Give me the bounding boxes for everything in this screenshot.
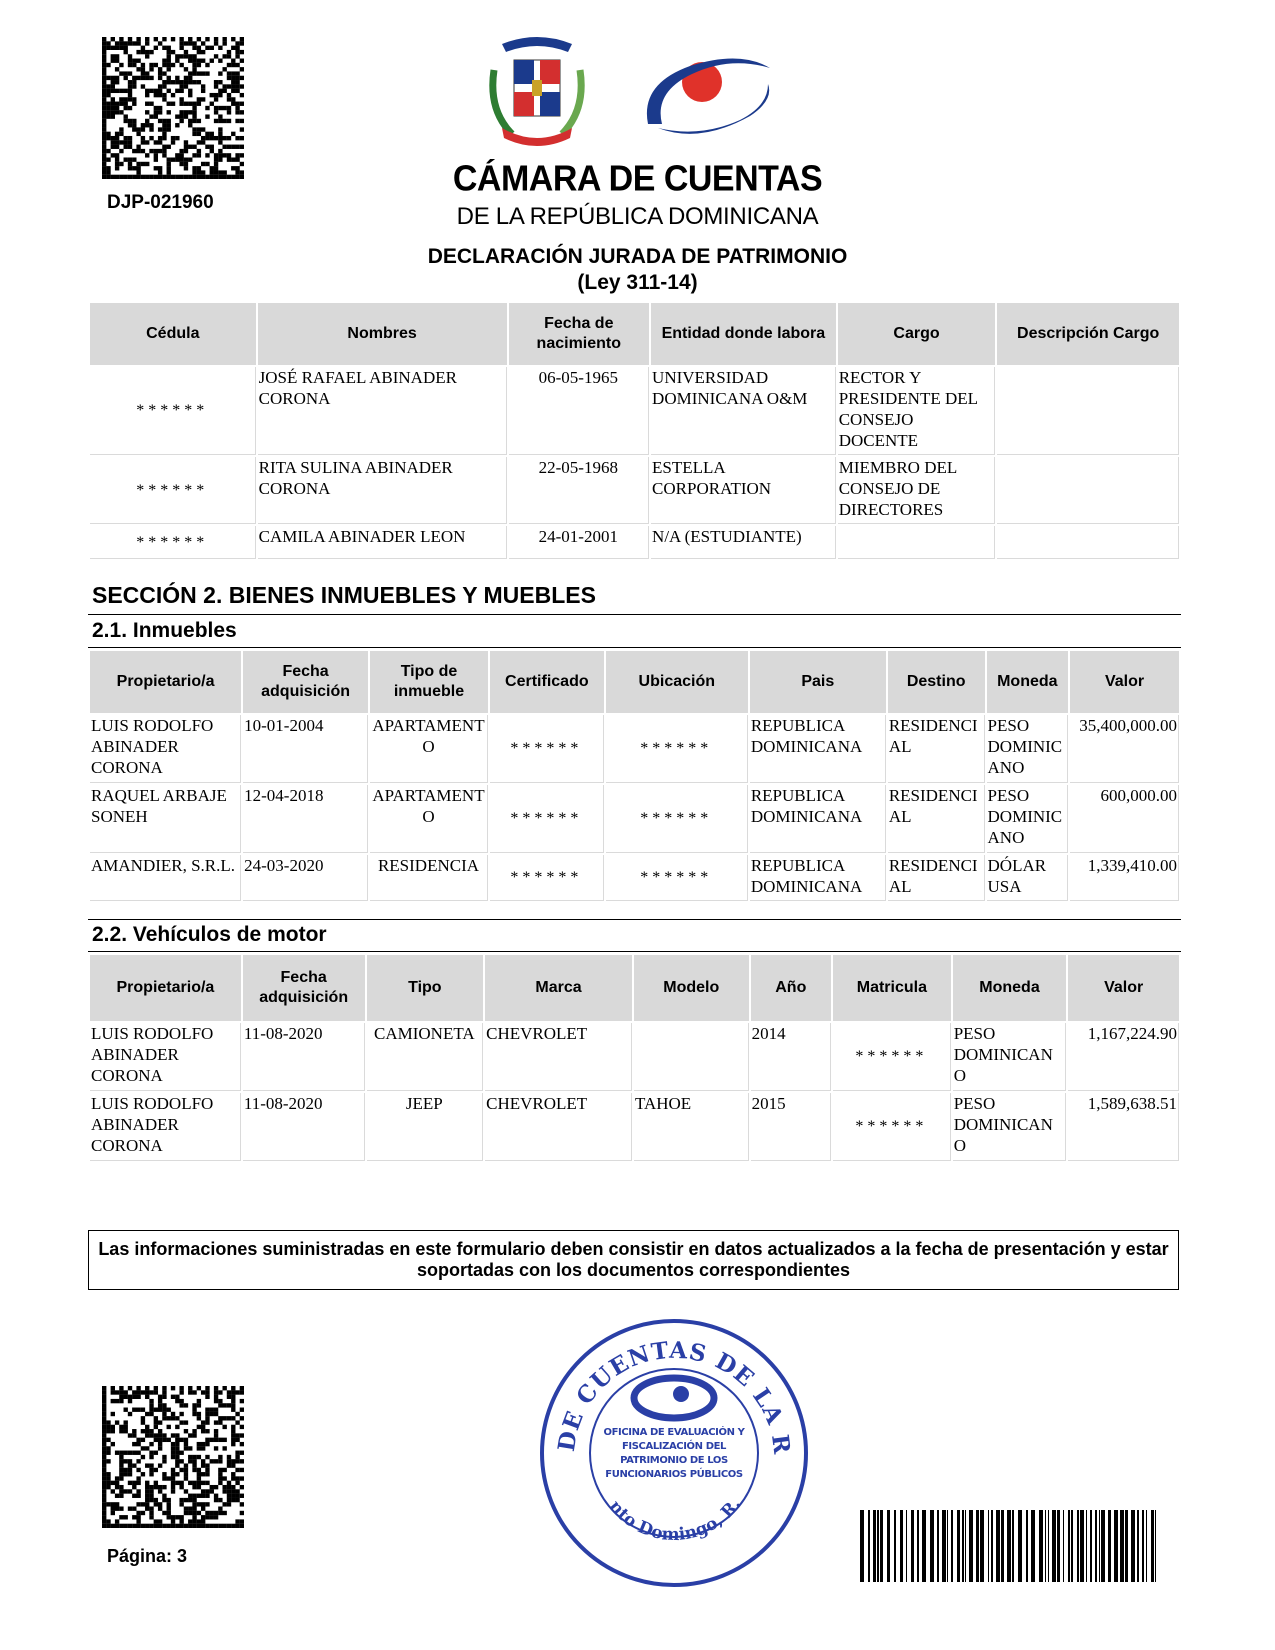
- col-header: Cédula: [90, 303, 256, 365]
- vehiculos-table: [88, 953, 1181, 1163]
- descripcion-cell: [997, 457, 1179, 524]
- col-header: Matricula: [833, 955, 951, 1021]
- destino-cell: RESIDENCIAL: [888, 715, 985, 783]
- cargo-cell: RECTOR Y PRESIDENTE DEL CONSEJO DOCENTE: [838, 367, 996, 455]
- tipo-cell: RESIDENCIA: [370, 855, 488, 901]
- qr-code-bottom: [102, 1386, 244, 1528]
- family-table: [88, 301, 1181, 561]
- table-row: [90, 367, 1179, 455]
- col-header: Marca: [485, 955, 632, 1021]
- matricula-cell: ******: [833, 1093, 951, 1161]
- col-header: Modelo: [634, 955, 749, 1021]
- fecha-cell: 11-08-2020: [243, 1093, 365, 1161]
- subsection-vehiculos-title: 2.2. Vehículos de motor: [92, 923, 327, 946]
- col-header: Valor: [1068, 955, 1179, 1021]
- col-header: Moneda: [953, 955, 1067, 1021]
- table-row: [90, 526, 1179, 559]
- col-header: Valor: [1070, 651, 1179, 713]
- tipo-cell: JEEP: [367, 1093, 484, 1161]
- form-title-law: (Ley 311-14): [577, 271, 698, 294]
- moneda-cell: PESO DOMINICANO: [987, 715, 1069, 783]
- official-seal-icon: [536, 1316, 812, 1590]
- table-row: [90, 1093, 1179, 1161]
- propietario-cell: AMANDIER, S.R.L.: [90, 855, 241, 901]
- cargo-cell: MIEMBRO DEL CONSEJO DE DIRECTORES: [838, 457, 996, 524]
- certificado-cell: ******: [490, 785, 604, 853]
- col-header: Fecha de nacimiento: [509, 303, 650, 365]
- moneda-cell: PESO DOMINICANO: [987, 785, 1069, 853]
- propietario-cell: RAQUEL ARBAJE SONEH: [90, 785, 241, 853]
- table-row: [90, 457, 1179, 524]
- nombres-cell: RITA SULINA ABINADER CORONA: [258, 457, 507, 524]
- subsection-inmuebles-title: 2.1. Inmuebles: [92, 619, 237, 642]
- entidad-cell: UNIVERSIDAD DOMINICANA O&M: [651, 367, 836, 455]
- entidad-cell: N/A (ESTUDIANTE): [651, 526, 836, 559]
- barcode: [860, 1510, 1158, 1582]
- section-2-title: SECCIÓN 2. BIENES INMUEBLES Y MUEBLES: [92, 582, 596, 608]
- valor-cell: 35,400,000.00: [1070, 715, 1179, 783]
- modelo-cell: [634, 1023, 749, 1091]
- descripcion-cell: [997, 367, 1179, 455]
- page-number: Página: 3: [107, 1546, 188, 1566]
- section-rule: [88, 614, 1181, 615]
- coat-of-arms-icon: [482, 30, 592, 148]
- propietario-cell: LUIS RODOLFO ABINADER CORONA: [90, 715, 241, 783]
- table-row: [90, 1023, 1179, 1091]
- col-header: Año: [751, 955, 831, 1021]
- col-header: Ubicación: [606, 651, 748, 713]
- camara-logo-icon: [640, 44, 780, 144]
- cargo-cell: [838, 526, 996, 559]
- ubicacion-cell: ******: [606, 785, 748, 853]
- table-header-row: [90, 303, 1179, 365]
- form-title: [0, 244, 1275, 296]
- fecha-cell: 10-01-2004: [243, 715, 368, 783]
- col-header: Fecha adquisición: [243, 651, 368, 713]
- form-title-main: DECLARACIÓN JURADA DE PATRIMONIO: [427, 245, 848, 268]
- anio-cell: 2015: [751, 1093, 831, 1161]
- pais-cell: REPUBLICA DOMINICANA: [750, 785, 886, 853]
- tipo-cell: APARTAMENTO: [370, 715, 488, 783]
- seal-bottom-text: nto Domingo, R.: [604, 1494, 746, 1546]
- notice-text: Las informaciones suministradas en este formulario deben consistir en datos actualizados a la fecha de presentación y estar soportadas con los documentos correspondientes: [98, 1239, 1169, 1280]
- propietario-cell: LUIS RODOLFO ABINADER CORONA: [90, 1093, 241, 1161]
- subsection-rule: [88, 951, 1181, 952]
- pais-cell: REPUBLICA DOMINICANA: [750, 855, 886, 901]
- notice-box: [88, 1230, 1179, 1290]
- col-header: Propietario/a: [90, 955, 241, 1021]
- fecha-cell: 22-05-1968: [509, 457, 650, 524]
- col-header: Pais: [750, 651, 886, 713]
- valor-cell: 1,339,410.00: [1070, 855, 1179, 901]
- col-header: Moneda: [987, 651, 1069, 713]
- valor-cell: 600,000.00: [1070, 785, 1179, 853]
- col-header: Tipo de inmueble: [370, 651, 488, 713]
- matricula-cell: ******: [833, 1023, 951, 1091]
- col-header: Certificado: [490, 651, 604, 713]
- org-country: DE LA REPÚBLICA DOMINICANA: [456, 203, 819, 230]
- marca-cell: CHEVROLET: [485, 1093, 632, 1161]
- seal-ring-text: DE CUENTAS DE LA R: [552, 1336, 796, 1457]
- cedula-cell: ******: [90, 367, 256, 455]
- nombres-cell: CAMILA ABINADER LEON: [258, 526, 507, 559]
- col-header: Nombres: [258, 303, 507, 365]
- col-header: Cargo: [838, 303, 996, 365]
- descripcion-cell: [997, 526, 1179, 559]
- col-header: Destino: [888, 651, 985, 713]
- col-header: Descripción Cargo: [997, 303, 1179, 365]
- modelo-cell: TAHOE: [634, 1093, 749, 1161]
- anio-cell: 2014: [751, 1023, 831, 1091]
- propietario-cell: LUIS RODOLFO ABINADER CORONA: [90, 1023, 241, 1091]
- tipo-cell: CAMIONETA: [367, 1023, 484, 1091]
- destino-cell: RESIDENCIAL: [888, 785, 985, 853]
- document-id: DJP-021960: [107, 192, 214, 213]
- subsection-rule: [88, 647, 1181, 648]
- table-row: [90, 855, 1179, 901]
- moneda-cell: PESO DOMINICANO: [953, 1093, 1067, 1161]
- marca-cell: CHEVROLET: [485, 1023, 632, 1091]
- fecha-cell: 06-05-1965: [509, 367, 650, 455]
- table-header-row: [90, 651, 1179, 713]
- certificado-cell: ******: [490, 715, 604, 783]
- fecha-cell: 24-01-2001: [509, 526, 650, 559]
- destino-cell: RESIDENCIAL: [888, 855, 985, 901]
- col-header: Propietario/a: [90, 651, 241, 713]
- org-name: CÁMARA DE CUENTAS: [452, 159, 823, 199]
- ubicacion-cell: ******: [606, 855, 748, 901]
- certificado-cell: ******: [490, 855, 604, 901]
- valor-cell: 1,167,224.90: [1068, 1023, 1179, 1091]
- table-header-row: [90, 955, 1179, 1021]
- fecha-cell: 24-03-2020: [243, 855, 368, 901]
- qr-code-top: [102, 37, 244, 179]
- fecha-cell: 11-08-2020: [243, 1023, 365, 1091]
- table-row: [90, 715, 1179, 783]
- col-header: Fecha adquisición: [243, 955, 365, 1021]
- moneda-cell: PESO DOMINICANO: [953, 1023, 1067, 1091]
- valor-cell: 1,589,638.51: [1068, 1093, 1179, 1161]
- seal-center-text: OFICINA DE EVALUACIÓN Y FISCALIZACIÓN DEL PATRIMONIO DE LOS FUNCIONARIOS PÚBLICOS: [603, 1427, 745, 1480]
- moneda-cell: DÓLAR USA: [987, 855, 1069, 901]
- entidad-cell: ESTELLA CORPORATION: [651, 457, 836, 524]
- fecha-cell: 12-04-2018: [243, 785, 368, 853]
- col-header: Tipo: [367, 955, 484, 1021]
- ubicacion-cell: ******: [606, 715, 748, 783]
- subsection-rule: [88, 919, 1181, 920]
- nombres-cell: JOSÉ RAFAEL ABINADER CORONA: [258, 367, 507, 455]
- tipo-cell: APARTAMENTO: [370, 785, 488, 853]
- table-row: [90, 785, 1179, 853]
- cedula-cell: ******: [90, 526, 256, 559]
- pais-cell: REPUBLICA DOMINICANA: [750, 715, 886, 783]
- col-header: Entidad donde labora: [651, 303, 836, 365]
- cedula-cell: ******: [90, 457, 256, 524]
- inmuebles-table: [88, 649, 1181, 903]
